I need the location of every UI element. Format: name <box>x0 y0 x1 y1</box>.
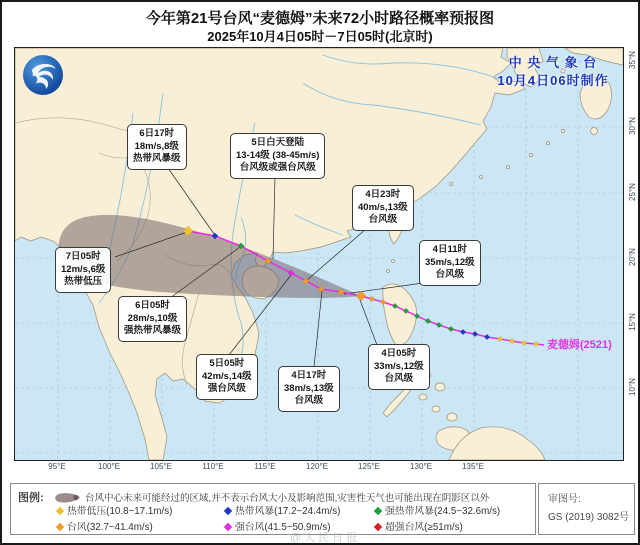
forecast-callout <box>419 240 481 286</box>
legend-item <box>375 519 463 533</box>
callout-line: 台风级或强台风级 <box>239 162 316 174</box>
callout-line: 强热带风暴级 <box>124 325 182 337</box>
callout-line: 6日17时 <box>139 128 175 139</box>
page-subtitle: 2025年10月4日05时－7日05时(北京时) <box>207 29 433 44</box>
legend-prefix: 图例: <box>18 492 44 504</box>
island-dot <box>432 406 440 412</box>
longitude-label: 105°E <box>150 462 172 471</box>
callout-line: 12m/s,6级 <box>61 263 106 275</box>
callout-line: 5日白天登陆 <box>251 137 305 148</box>
island-dot <box>591 128 598 135</box>
cone-legend-icon <box>55 492 81 503</box>
longitude-label: 120°E <box>306 462 328 471</box>
callout-line: 13-14级 (38-45m/s) <box>236 149 320 161</box>
legend-item-label: 热带低压(10.8~17.1m/s) <box>67 506 173 517</box>
latitude-label: 15°N <box>628 313 637 331</box>
callout-line: 18m/s,8级 <box>134 140 179 152</box>
longitude-label: 115°E <box>254 462 276 471</box>
map-review-number-box <box>538 483 635 535</box>
legend-cone-note: 台风中心未来可能经过的区域,并不表示台风大小及影响范围,灾害性天气也可能出现在阴影区以外 <box>85 493 490 504</box>
legend-color-dot <box>374 523 382 531</box>
latitude-label: 25°N <box>628 183 637 201</box>
island-dot <box>419 394 427 400</box>
callout-line: 4日23时 <box>365 189 401 200</box>
callout-line: 4日17时 <box>291 370 327 381</box>
callout-line: 台风级 <box>384 373 414 385</box>
callout-line: 35m/s,12级 <box>425 256 475 268</box>
island-dot <box>435 383 445 391</box>
latitude-label: 10°N <box>628 378 637 396</box>
legend-item-label: 台风(32.7~41.4m/s) <box>67 522 153 533</box>
storm-name-label: 麦德姆(2521) <box>547 339 612 351</box>
page-title: 今年第21号台风“麦德姆”未来72小时路径概率预报图 <box>145 10 495 27</box>
forecast-callout <box>118 296 187 342</box>
watermark: @人民日报 <box>290 532 361 544</box>
latitude-label: 35°N <box>628 51 637 69</box>
forecast-callout <box>230 133 325 179</box>
agency-credit <box>470 54 636 89</box>
legend-color-dot <box>56 507 64 515</box>
callout-line: 台风级 <box>368 214 398 226</box>
callout-line: 强台风级 <box>207 383 246 395</box>
forecast-callout <box>278 366 340 412</box>
longitude-label: 135°E <box>462 462 484 471</box>
legend-item-label: 热带风暴(17.2~24.4m/s) <box>235 506 341 517</box>
latitude-label: 20°N <box>628 248 637 266</box>
callout-line: 热带低压 <box>64 276 103 288</box>
callout-line: 40m/s,13级 <box>358 201 408 213</box>
legend-item-label: 超强台风(≥51m/s) <box>385 522 463 533</box>
agency-issue-time: 10月4日06时制作 <box>497 72 609 88</box>
callout-line: 热带风暴级 <box>133 153 181 165</box>
review-label: 审图号: <box>548 494 581 505</box>
review-number: GS (2019) 3082号 <box>548 512 630 523</box>
forecast-callout <box>127 124 187 170</box>
callout-line: 台风级 <box>294 395 324 407</box>
callout-line: 4日05时 <box>381 348 417 359</box>
callout-line: 33m/s,12级 <box>374 360 424 372</box>
forecast-callout <box>368 344 430 390</box>
legend-item <box>57 519 153 533</box>
legend-color-dot <box>374 507 382 515</box>
legend-box <box>10 483 536 535</box>
forecast-callout <box>55 247 111 293</box>
callout-line: 42m/s,14级 <box>202 370 252 382</box>
longitude-label: 130°E <box>410 462 432 471</box>
callout-line: 台风级 <box>435 269 465 281</box>
legend-item <box>225 503 340 517</box>
callout-line: 4日11时 <box>432 244 467 255</box>
longitude-label: 125°E <box>358 462 380 471</box>
legend-item-label: 强热带风暴(24.5~32.6m/s) <box>385 506 501 517</box>
legend-color-dot <box>224 523 232 531</box>
callout-line: 7日05时 <box>65 251 101 262</box>
legend-color-dot <box>224 507 232 515</box>
forecast-callout <box>196 354 258 400</box>
legend-item <box>375 503 500 517</box>
longitude-label: 100°E <box>98 462 120 471</box>
latitude-label: 30°N <box>628 117 637 135</box>
island-dot <box>447 413 457 421</box>
longitude-label: 95°E <box>48 462 66 471</box>
callout-line: 5日05时 <box>209 358 245 369</box>
legend-item-label: 强台风(41.5~50.9m/s) <box>235 522 331 533</box>
callout-line: 38m/s,13级 <box>284 382 334 394</box>
legend-item <box>57 503 172 517</box>
forecast-callout <box>352 185 414 231</box>
legend-color-dot <box>56 523 64 531</box>
agency-name: 中 央 气 象 台 <box>508 55 598 70</box>
cma-logo <box>22 54 64 96</box>
callout-line: 28m/s,10级 <box>127 312 178 324</box>
callout-line: 6日05时 <box>135 300 170 311</box>
longitude-label: 110°E <box>202 462 224 471</box>
